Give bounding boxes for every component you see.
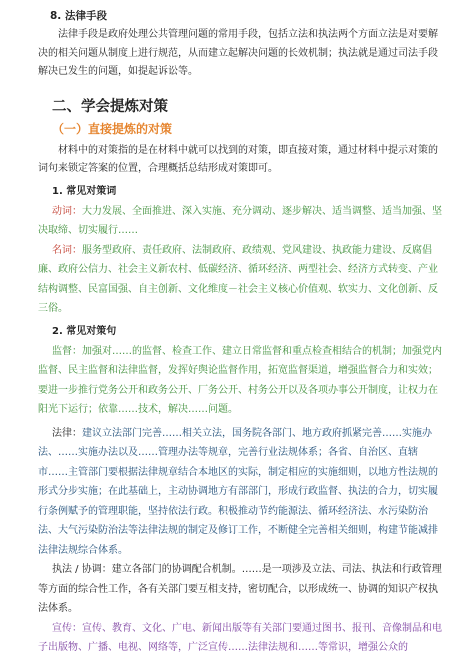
supervision-label: 监督： bbox=[52, 345, 82, 357]
heading-common-sentences: 2. 常见对策句 bbox=[52, 325, 117, 337]
publicity-text: 宣传、教育、文化、广电、新闻出版等有关部门要通过图书、报刊、音像制品和电子出版物、广播、电视、网络等，广泛宣传……法律法规和……等常识，增强公众的 bbox=[38, 622, 442, 653]
direct-countermeasures-intro: 材料中的对策指的是在材料中就可以找到的对策，即直接对策，通过材料中提示对策的词句来锁定答案的位置，合理概括总结形成对策即可。 bbox=[38, 144, 438, 174]
nouns-text: 服务型政府、责任政府、法制政府、政绩观、党风建设、执政能力建设、反腐倡廉、政府公信力、社会主义新农村、低碳经济、循环经济、两型社会、经济方式转变、产业结构调整、民富国强、自主创新、文化维度－社会主义核心价值观、软实力、文化创新、反三俗。 bbox=[38, 244, 438, 314]
heading-common-words: 1. 常见对策词 bbox=[52, 185, 117, 197]
law-label: 法律： bbox=[52, 427, 82, 439]
verbs-label: 动词： bbox=[52, 205, 82, 217]
enforcement-text: 建立各部门的协调配合机制。……是一项涉及立法、司法、执法和行政管理等方面的综合性工作，各有关部门要互相支持，密切配合，以形成统一、协调的知识产权执法体系。 bbox=[38, 564, 442, 614]
enforcement-label: 执法 / 协调： bbox=[52, 564, 112, 575]
legal-means-paragraph: 法律手段是政府处理公共管理问题的常用手段，包括立法和执法两个方面立法是对要解决的相关问题从制度上进行规范，从而建立起解决问题的长效机制；执法就是通过司法手段解决已发生的问题，如提起诉讼等。 bbox=[38, 29, 438, 77]
section-heading-legal-means: 8. 法律手段 bbox=[50, 10, 107, 22]
verbs-text: 大力发展、全面推进、深入实施、充分调动、逐步解决、适当调整、适当加强、坚决取缔、切实履行…… bbox=[38, 205, 442, 236]
subsection-title-direct-countermeasures: （一）直接提炼的对策 bbox=[52, 121, 173, 136]
law-text: 建议立法部门完善……相关立法，国务院各部门、地方政府抓紧完善……实施办法、……实施办法以及……管理办法等规章，完善行业法规体系；各省、自治区、直辖市……主管部门要根据法律规章结合本地区的实际，制定相应的实施细则，以地方性法规的形式分步实施；在此基础上，主动协调地方有部部门，形成行政监督、执法的合力，切实履行条例赋予的管理职能，坚持依法行政。积极推动节约能源法、循环经济法、水污染防治法、大气污染防治法等法律法规的制定及修订工作，不断健全完善相关细则，构建节能减排法律法规综合体系。 bbox=[38, 427, 438, 556]
publicity-paragraph bbox=[38, 619, 445, 658]
enforcement-paragraph bbox=[38, 560, 445, 619]
supervision-paragraph bbox=[38, 342, 445, 420]
section-title-refine-countermeasures: 二、学会提炼对策 bbox=[52, 98, 168, 115]
publicity-label: 宣传： bbox=[52, 622, 82, 634]
supervision-text: 加强对……的监督、检查工作、建立日常监督和重点检查相结合的机制；加强党内监督、民主监督和法律监督，发挥好舆论监督作用，拓宽监督渠道，增强监督合力和实效；要进一步推行党务公开和政务公开、厂务公开、村务公开以及各项办事公开制度，让权力在阳光下运行；依靠……技术，解决……问题。 bbox=[38, 345, 442, 415]
nouns-paragraph bbox=[38, 241, 445, 319]
law-paragraph bbox=[38, 424, 445, 561]
verbs-paragraph bbox=[38, 202, 445, 241]
nouns-label: 名词： bbox=[52, 244, 82, 256]
